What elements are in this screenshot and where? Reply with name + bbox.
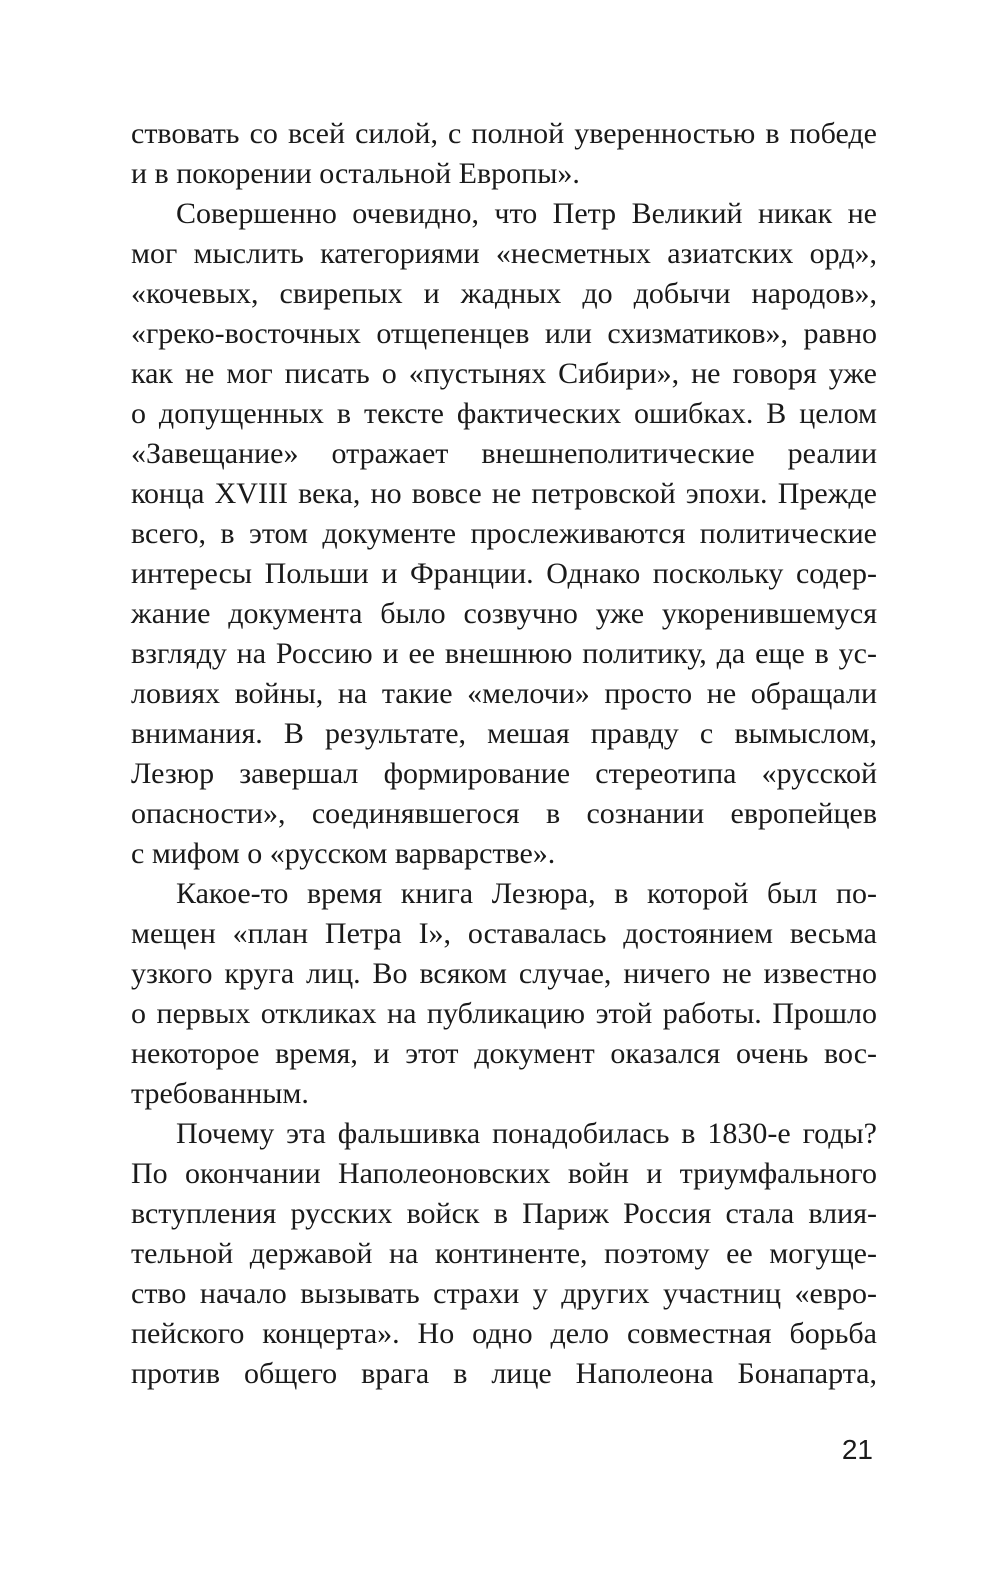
text-line: ловиях войны, на такие «мелочи» просто не обращали — [131, 677, 877, 710]
text-line: как не мог писать о «пустынях Сибири», не говоря уже — [131, 357, 877, 390]
text-line: Совершенно очевидно, что Петр Великий никак не — [176, 197, 877, 230]
text-line: По окончании Наполеоновских войн и триумфального — [131, 1157, 877, 1190]
text-line: пейского концерта». Но одно дело совместная борьба — [131, 1317, 877, 1350]
page-number: 21 — [841, 1434, 873, 1465]
text-line: конца XVIII века, но вовсе не петровской эпохи. Прежде — [131, 477, 877, 510]
text-line: против общего врага в лице Наполеона Бонапарта, — [131, 1357, 877, 1390]
text-line: требованным. — [131, 1077, 309, 1110]
text-line: Какое-то время книга Лезюра, в которой был по- — [176, 877, 877, 910]
text-line: ство начало вызывать страхи у других участниц «евро- — [131, 1277, 877, 1310]
text-line: мог мыслить категориями «несметных азиатских орд», — [131, 237, 877, 270]
paragraph-1 — [131, 114, 877, 194]
text-line: взгляду на Россию и ее внешнюю политику, да еще в ус- — [131, 637, 877, 670]
text-line: некоторое время, и этот документ оказался очень вос- — [131, 1037, 877, 1070]
text-line: интересы Польши и Франции. Однако поскольку содер- — [131, 557, 877, 590]
page-body — [131, 114, 877, 1394]
text-line: «Завещание» отражает внешнеполитические реалии — [131, 437, 877, 470]
text-line: Лезюр завершал формирование стереотипа «русской — [131, 757, 877, 790]
text-line: ствовать со всей силой, с полной уверенностью в победе — [131, 117, 877, 150]
paragraph-3 — [131, 874, 877, 1114]
paragraph-2 — [131, 194, 877, 874]
text-line: мещен «план Петра I», оставалась достоянием весьма — [131, 917, 877, 950]
text-line: вступления русских войск в Париж Россия стала влия- — [131, 1197, 877, 1230]
text-line: внимания. В результате, мешая правду с вымыслом, — [131, 717, 877, 750]
text-line: о первых откликах на публикацию этой работы. Прошло — [131, 997, 877, 1030]
text-line: тельной державой на континенте, поэтому ее могуще- — [131, 1237, 877, 1270]
text-line: «кочевых, свирепых и жадных до добычи народов», — [131, 277, 877, 310]
text-line: всего, в этом документе прослеживаются политические — [131, 517, 877, 550]
text-line: Почему эта фальшивка понадобилась в 1830-е годы? — [176, 1117, 877, 1150]
text-line: «греко-восточных отщепенцев или схизматиков», равно — [131, 317, 877, 350]
text-line: жание документа было созвучно уже укоренившемуся — [131, 597, 877, 630]
text-line: узкого круга лиц. Во всяком случае, ничего не известно — [131, 957, 877, 990]
text-line: опасности», соединявшегося в сознании европейцев — [131, 797, 877, 830]
text-line: с мифом о «русском варварстве». — [131, 837, 556, 870]
text-line: о допущенных в тексте фактических ошибках. В целом — [131, 397, 877, 430]
paragraph-4 — [131, 1114, 877, 1394]
text-line: и в покорении остальной Европы». — [131, 157, 580, 190]
